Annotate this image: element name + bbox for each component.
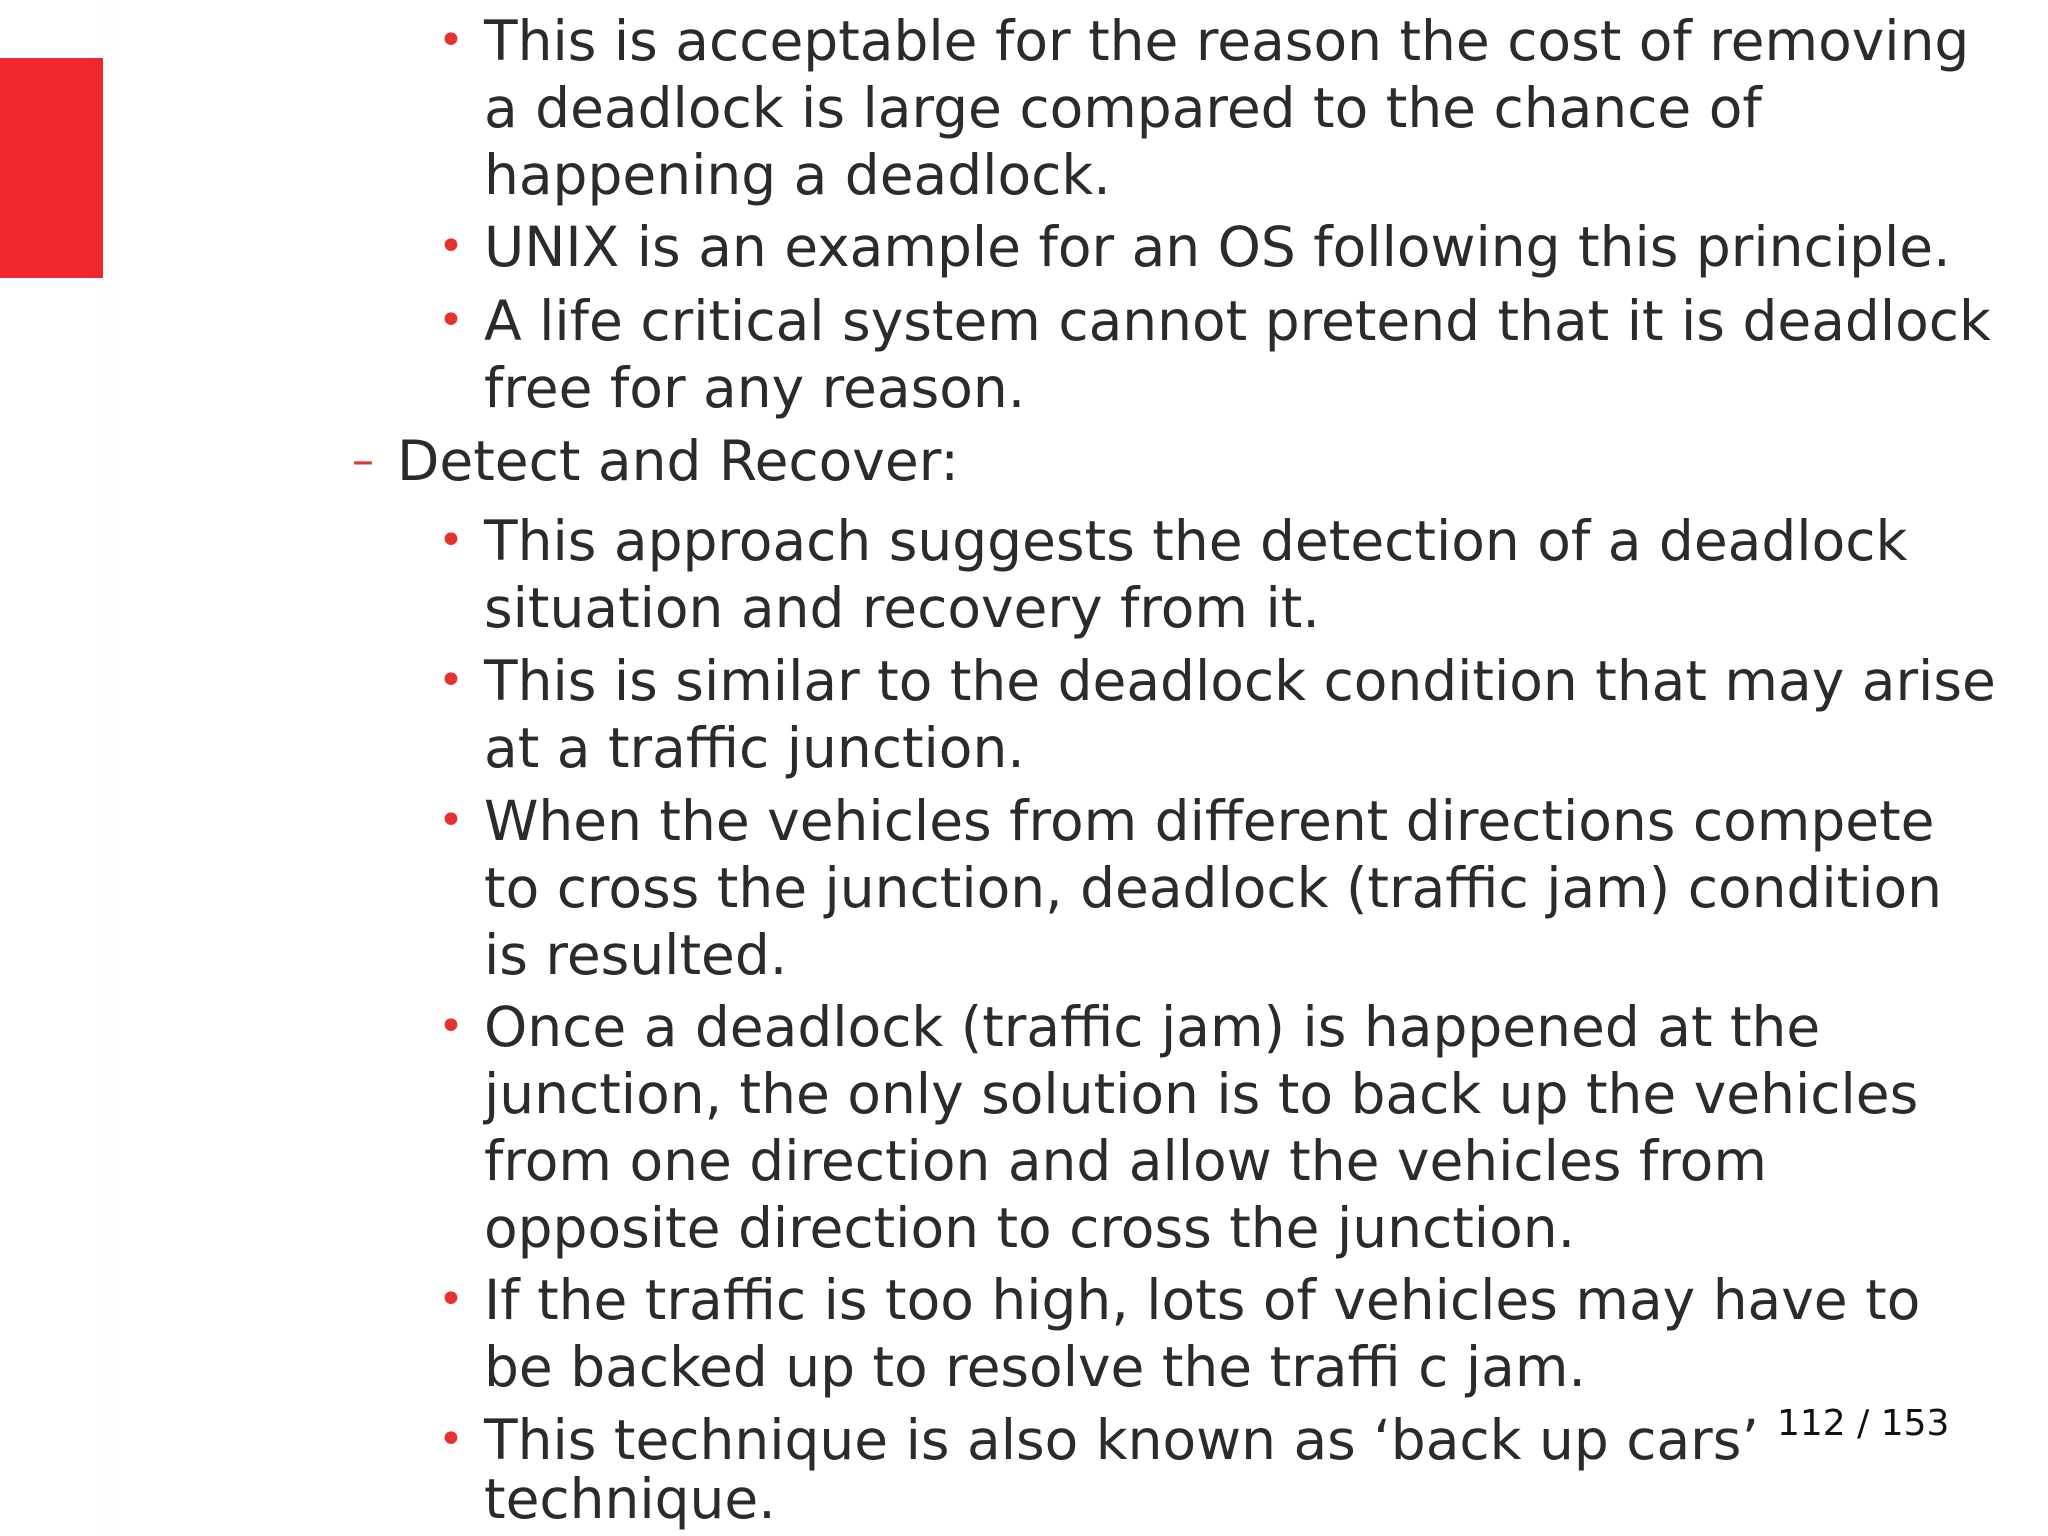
- bullet-line: from one direction and allow the vehicles from: [484, 1129, 1767, 1193]
- dash-marker: –: [352, 435, 374, 486]
- bullet-marker: •: [438, 1414, 464, 1465]
- bullet-line: free for any reason.: [484, 356, 1026, 420]
- bullet-line: Once a deadlock (traffic jam) is happened at the: [484, 995, 1821, 1059]
- bullet-marker: •: [438, 221, 464, 272]
- bullet-line: at a traffic junction.: [484, 716, 1025, 780]
- bullet-marker: •: [438, 1001, 464, 1052]
- bullet-marker: •: [438, 295, 464, 346]
- bullet-line: technique.: [484, 1467, 776, 1531]
- bullet-line: be backed up to resolve the traffi c jam.: [484, 1335, 1586, 1399]
- bullet-line: This is similar to the deadlock condition that may arise: [484, 649, 1996, 713]
- bullet-line: to cross the junction, deadlock (traffic jam) condition: [484, 856, 1942, 920]
- bullet-line: UNIX is an example for an OS following this principle.: [484, 215, 1951, 279]
- bullet-line: happening a deadlock.: [484, 143, 1111, 207]
- dash-line: Detect and Recover:: [397, 429, 959, 493]
- bullet-line: junction, the only solution is to back up the vehicles: [484, 1062, 1919, 1126]
- bullet-line: is resulted.: [484, 923, 788, 987]
- bullet-line: This technique is also known as ‘back up cars’: [484, 1408, 1759, 1472]
- bullet-line: situation and recovery from it.: [484, 576, 1320, 640]
- bullet-line: a deadlock is large compared to the chance of: [484, 76, 1762, 140]
- bullet-line: If the traffic is too high, lots of vehicles may have to: [484, 1268, 1921, 1332]
- bullet-marker: •: [438, 515, 464, 566]
- bullet-marker: •: [438, 655, 464, 706]
- bullet-line: When the vehicles from different directions compete: [484, 789, 1935, 853]
- bullet-marker: •: [438, 1274, 464, 1325]
- bullet-line: opposite direction to cross the junction.: [484, 1196, 1576, 1260]
- bullet-line: A life critical system cannot pretend that it is deadlock: [484, 289, 1991, 353]
- bullet-marker: •: [438, 15, 464, 66]
- bullet-line: This is acceptable for the reason the cost of removing: [484, 9, 1970, 73]
- bullet-marker: •: [438, 795, 464, 846]
- bullet-line: This approach suggests the detection of a deadlock: [484, 509, 1908, 573]
- page-number: 112 / 153: [1777, 1403, 1950, 1444]
